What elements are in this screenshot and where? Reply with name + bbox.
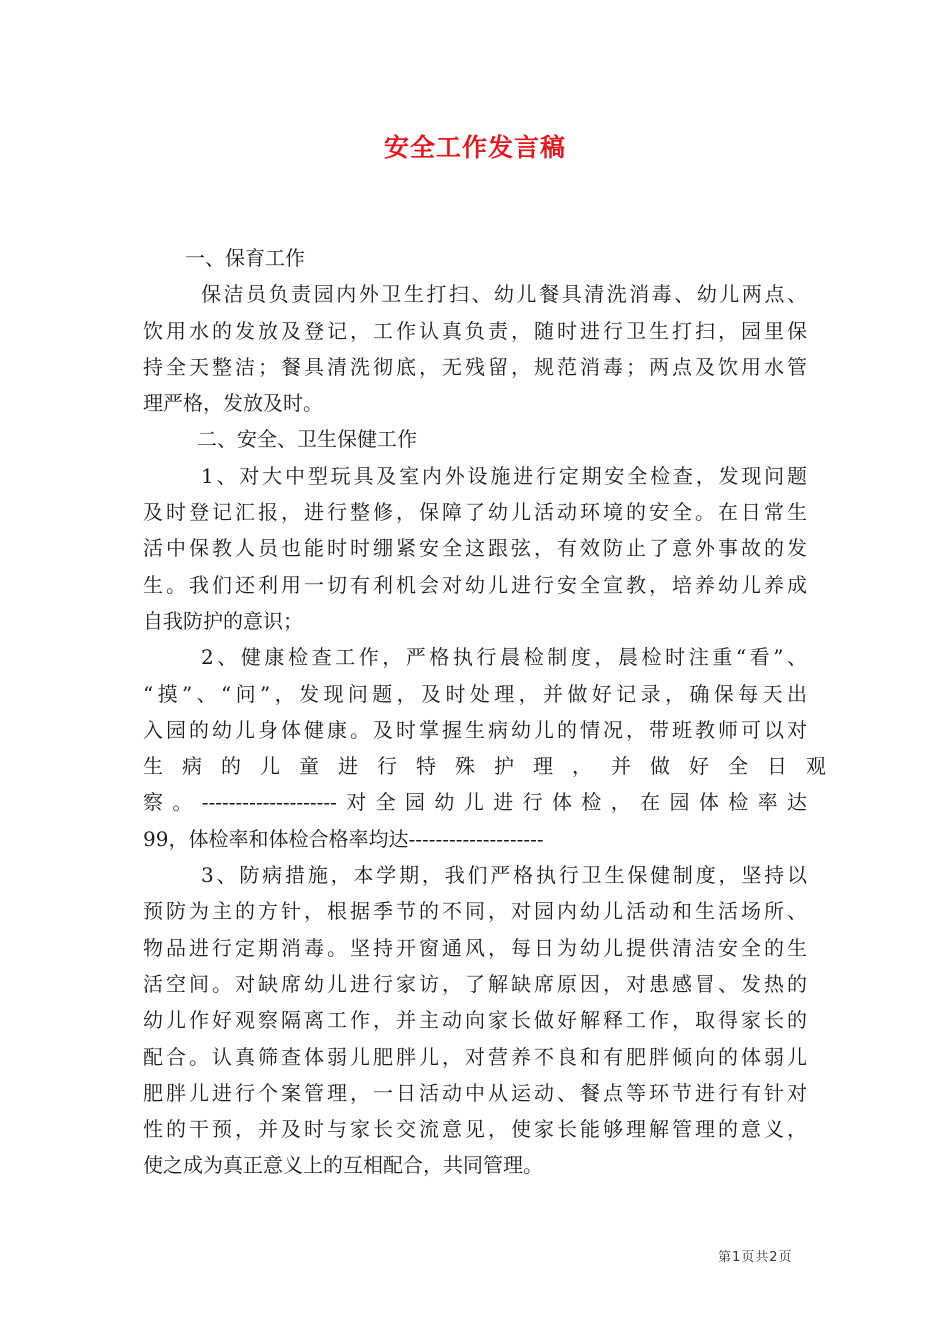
paragraph-line: 幼儿作好观察隔离工作，并主动向家长做好解释工作，取得家长的 (143, 1008, 807, 1033)
paragraph-line: 理严格，发放及时。 (143, 391, 323, 416)
paragraph-line: 1、对大中型玩具及室内外设施进行定期安全检查，发现问题 (201, 463, 807, 488)
paragraph-line: 自我防护的意识； (143, 608, 303, 633)
paragraph-line: 生。我们还利用一切有利机会对幼儿进行安全宣教，培养幼儿养成 (143, 572, 807, 597)
paragraph-line: 保洁员负责园内外卫生打扫、幼儿餐具清洗消毒、幼儿两点、 (201, 282, 807, 307)
paragraph-line: 肥胖儿进行个案管理，一日活动中从运动、餐点等环节进行有针对 (143, 1080, 807, 1105)
paragraph-line: 使之成为真正意义上的互相配合，共同管理。 (143, 1153, 543, 1178)
paragraph-line: “摸”、“问”，发现问题，及时处理，并做好记录，确保每天出 (143, 681, 807, 706)
paragraph-line: 2、健康检查工作，严格执行晨检制度，晨检时注重“看”、 (201, 645, 807, 670)
paragraph-line: 活空间。对缺席幼儿进行家访，了解缺席原因，对患感冒、发热的 (143, 971, 807, 996)
paragraph-line: 99，体检率和体检合格率均达-------------------- (143, 826, 544, 851)
page-number: 第1页共2页 (718, 1250, 793, 1265)
paragraph-line: 物品进行定期消毒。坚持开窗通风，每日为幼儿提供清洁安全的生 (143, 935, 807, 960)
document-title: 安全工作发言稿 (383, 133, 566, 162)
paragraph-line-spaced: 生病的儿童进行特殊护理，并做好全日观 (143, 754, 845, 779)
document-body (143, 240, 845, 1184)
paragraph-line: 活中保教人员也能时时绷紧安全这跟弦，有效防止了意外事故的发 (143, 536, 807, 561)
paragraph-line: 饮用水的发放及登记，工作认真负责，随时进行卫生打扫，园里保 (143, 318, 807, 343)
paragraph-line: 预防为主的方针，根据季节的不同，对园内幼儿活动和生活场所、 (143, 899, 807, 924)
paragraph-line: 及时登记汇报，进行整修，保障了幼儿活动环境的安全。在日常生 (143, 500, 807, 525)
paragraph-line: 持全天整洁；餐具清洗彻底，无残留，规范消毒；两点及饮用水管 (143, 354, 807, 379)
section-heading: 一、保育工作 (185, 246, 305, 270)
paragraph-line: 配合。认真筛查体弱儿肥胖儿，对营养不良和有肥胖倾向的体弱儿 (143, 1044, 807, 1069)
paragraph-line: 察。--------------------对全园幼儿进行体检，在园体检率达 (143, 790, 807, 815)
paragraph-line: 3、防病措施，本学期，我们严格执行卫生保健制度，坚持以 (201, 863, 807, 888)
paragraph-line: 性的干预，并及时与家长交流意见，使家长能够理解管理的意义， (143, 1117, 807, 1142)
section-heading: 二、安全、卫生保健工作 (197, 427, 417, 452)
paragraph-line: 入园的幼儿身体健康。及时掌握生病幼儿的情况，带班教师可以对 (143, 717, 807, 742)
